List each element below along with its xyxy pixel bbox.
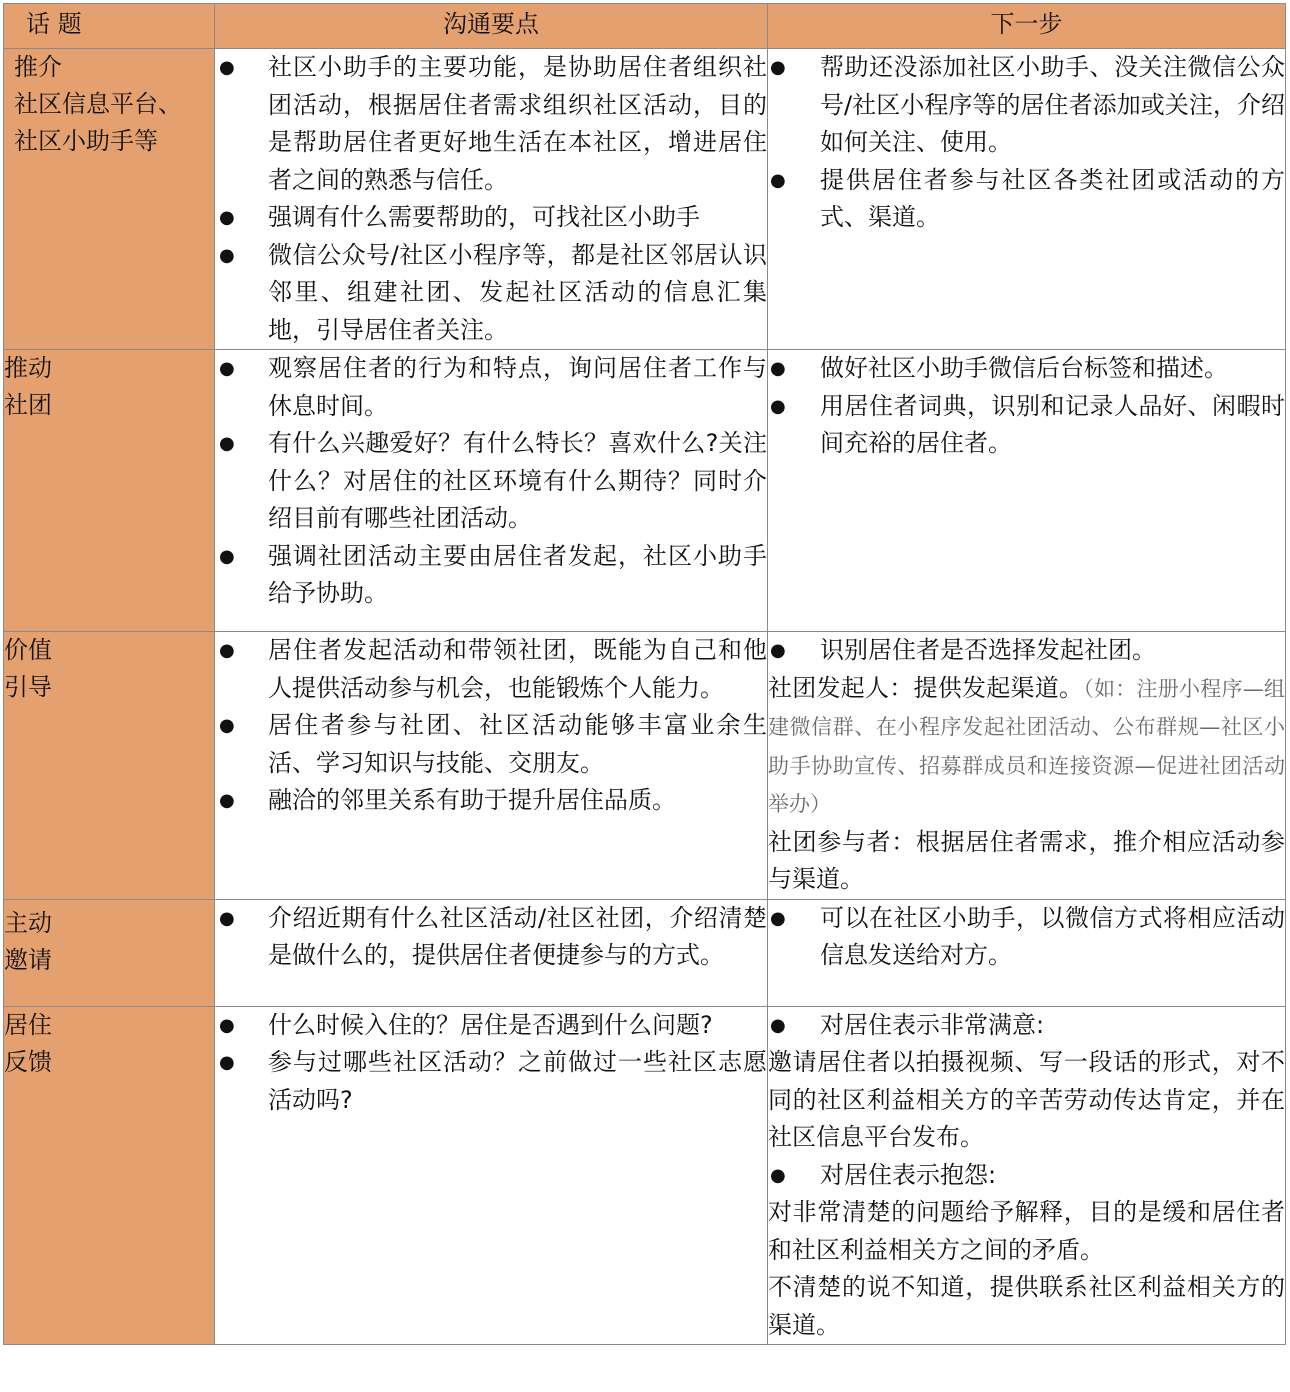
next-item: ● 识别居住者是否选择发起社团。 <box>768 632 1285 670</box>
topic-line: 价值 <box>4 636 52 664</box>
points-cell <box>215 632 768 900</box>
point-item: ● 居住者参与社团、社区活动能够丰富业余生活、学习知识与技能、交朋友。 <box>215 707 767 782</box>
initiator-text: 社团发起人：提供发起渠道。 <box>768 673 1084 702</box>
topic-line: 居住 <box>4 1010 52 1039</box>
points-cell <box>215 1006 768 1345</box>
topic-line: 邀请 <box>4 945 52 974</box>
point-item: ● 社区小助手的主要功能，是协助居住者组织社团活动，根据居住者需求组织社区活动，目的是帮助居住者更好地生活在本社区，增进居住者之间的熟悉与信任。 <box>215 49 767 199</box>
next-cell <box>768 49 1286 350</box>
next-item: ● 用居住者词典，识别和记录人品好、闲暇时间充裕的居住者。 <box>768 388 1285 463</box>
point-item: ● 参与过哪些社区活动？之前做过一些社区志愿活动吗? <box>215 1044 767 1119</box>
communication-table <box>3 3 1286 1345</box>
topic-line: 反馈 <box>4 1047 52 1076</box>
participant-paragraph: 社团参与者：根据居住者需求，推介相应活动参与渠道。 <box>768 827 1285 893</box>
topic-cell <box>4 632 215 900</box>
topic-line: 推介 <box>14 53 62 81</box>
point-item: ● 什么时候入住的？居住是否遇到什么问题? <box>215 1007 767 1045</box>
topic-line: 推动 <box>4 354 52 382</box>
point-item: ● 融洽的邻里关系有助于提升居住品质。 <box>215 782 767 820</box>
next-cell <box>768 899 1286 1006</box>
satisfied-paragraph: 邀请居住者以拍摄视频、写一段话的形式，对不同的社区利益相关方的辛苦劳动传达肯定，并在社区信息平台发布。 <box>768 1048 1285 1151</box>
header-row <box>4 4 1286 49</box>
complaint-paragraph: 不清楚的说不知道，提供联系社区利益相关方的渠道。 <box>768 1273 1285 1339</box>
topic-cell <box>4 1006 215 1345</box>
table-row <box>4 49 1286 350</box>
table-row <box>4 1006 1286 1345</box>
initiator-paragraph <box>768 670 1285 824</box>
topic-line: 社团 <box>4 391 52 419</box>
topic-cell <box>4 899 215 1006</box>
initiator-note: （如：注册小程序—组建微信群、在小程序发起社团活动、公布群规—社区小助手协助宣传、招募群成员和连接资源—促进社团活动举办） <box>768 676 1285 816</box>
next-item: ● 做好社区小助手微信后台标签和描述。 <box>768 350 1285 388</box>
point-item: ● 有什么兴趣爱好？有什么特长？喜欢什么?关注什么？对居住的社区环境有什么期待？同时介绍目前有哪些社团活动。 <box>215 425 767 538</box>
next-item: ● 对居住表示抱怨: <box>768 1157 1285 1195</box>
next-item: ● 可以在社区小助手，以微信方式将相应活动信息发送给对方。 <box>768 900 1285 975</box>
point-item: ● 强调有什么需要帮助的，可找社区小助手 <box>215 199 767 237</box>
next-cell <box>768 350 1286 632</box>
next-item: ● 提供居住者参与社区各类社团或活动的方式、渠道。 <box>768 162 1285 237</box>
point-item: ● 观察居住者的行为和特点，询问居住者工作与休息时间。 <box>215 350 767 425</box>
topic-line: 引导 <box>4 673 52 701</box>
points-cell <box>215 350 768 632</box>
header-next: 下一步 <box>768 4 1286 49</box>
table-row <box>4 899 1286 1006</box>
topic-cell <box>4 49 215 350</box>
next-item: ● 帮助还没添加社区小助手、没关注微信公众号/社区小程序等的居住者添加或关注，介绍如何关注、使用。 <box>768 49 1285 162</box>
complaint-paragraph: 对非常清楚的问题给予解释，目的是缓和居住者和社区利益相关方之间的矛盾。 <box>768 1198 1285 1264</box>
topic-line: 社区小助手等 <box>14 127 158 155</box>
header-points: 沟通要点 <box>215 4 768 49</box>
point-item: ● 居住者发起活动和带领社团，既能为自己和他人提供活动参与机会，也能锻炼个人能力。 <box>215 632 767 707</box>
point-item: ● 强调社团活动主要由居住者发起，社区小助手给予协助。 <box>215 538 767 613</box>
point-item: ● 介绍近期有什么社区活动/社区社团，介绍清楚是做什么的，提供居住者便捷参与的方式。 <box>215 900 767 975</box>
topic-line: 社区信息平台、 <box>14 90 182 118</box>
topic-cell <box>4 350 215 632</box>
points-cell <box>215 899 768 1006</box>
points-cell <box>215 49 768 350</box>
next-cell <box>768 632 1286 900</box>
header-topic: 话 题 <box>4 4 215 49</box>
table-row <box>4 350 1286 632</box>
next-item: ● 对居住表示非常满意: <box>768 1007 1285 1045</box>
point-item: ● 微信公众号/社区小程序等，都是社区邻居认识邻里、组建社团、发起社区活动的信息汇集地，引导居住者关注。 <box>215 237 767 350</box>
topic-line: 主动 <box>4 908 52 937</box>
next-cell <box>768 1006 1286 1345</box>
table-row <box>4 632 1286 900</box>
